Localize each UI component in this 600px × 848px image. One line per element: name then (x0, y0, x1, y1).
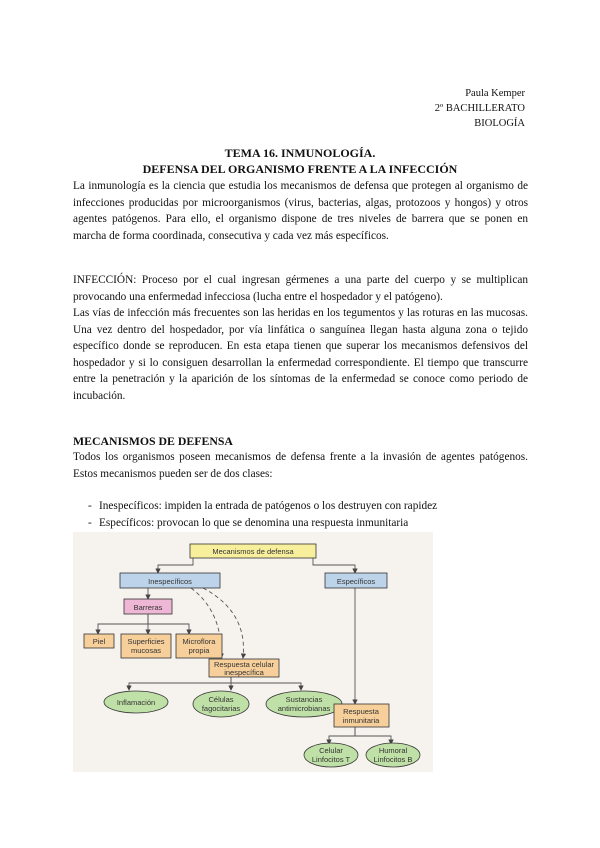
especificos-label: Específicos (336, 577, 376, 586)
list-item: - Específicos: provocan lo que se denomina una respuesta inmunitaria (88, 517, 409, 529)
author-name: Paula Kemper (465, 88, 525, 99)
sustancias-label-2: antimicrobianas (277, 704, 331, 713)
vias-paragraph: Las vías de infección más frecuentes son las heridas en los tegumentos y las roturas en las mucosas. Una vez dentro del hospedador, por vía linfática o sanguínea llegan hasta alguna zona o tejido específico donde se reproducen. En esta etapa tienen que superar los mecanismos defensivos del hospedador y si lo consiguen desarrollan la enfermedad correspondiente. El tiempo que transcurre entre la penetración y la aparición de los síntomas de la enfermedad se conoce como periodo de incubación. (73, 307, 528, 402)
piel-label: Piel (92, 637, 106, 646)
subject-label: BIOLOGÍA (474, 118, 525, 129)
connector-respuesta-humoral (355, 727, 391, 744)
document-header (435, 86, 525, 131)
intro-paragraph: La inmunología es la ciencia que estudia los mecanismos de defensa que protegen al organismo de infecciones producidas por microorganismos (virus, bacterias, algas, protozoos y hongos) y otros agentes patógenos. Para ello, el organismo dispone de tres niveles de barrera que se ponen en marcha de forma coordinada, consecutiva y cada vez más específicos. (73, 180, 528, 242)
section-paragraph: Todos los organismos poseen mecanismos de defensa frente a la invasión de agentes patógenos. Estos mecanismos pueden ser de dos clases: (73, 451, 528, 480)
connector-barreras-piel (98, 614, 148, 634)
course-label: 2º BACHILLERATO (434, 103, 525, 114)
mechanism-list (73, 498, 437, 532)
celular-label-2: Linfocitos T (311, 755, 351, 764)
superficies-label-2: mucosas (130, 646, 162, 655)
celulas-label-2: fagocitarias (201, 704, 241, 713)
root-label: Mecanismos de defensa (212, 547, 294, 556)
superficies-label-1: Superficies (127, 637, 165, 646)
microflora-label-1: Microflora (182, 637, 216, 646)
diagram-svg (73, 532, 433, 772)
connector-barreras-microflora (148, 624, 189, 634)
humoral-label-1: Humoral (378, 746, 408, 755)
inflamacion-label: Inflamación (116, 698, 156, 707)
section-title: MECANISMOS DE DEFENSA (73, 434, 233, 448)
defense-diagram (73, 532, 433, 772)
celular-label-1: Celular (319, 746, 343, 755)
humoral-label-2: Linfocitos B (373, 755, 413, 764)
celulas-label-1: Células (208, 695, 234, 704)
barreras-label: Barreras (133, 603, 163, 612)
sustancias-label-1: Sustancias (285, 695, 323, 704)
title-line-1: TEMA 16. INMUNOLOGÍA. (224, 146, 376, 160)
connector-root-especificos (313, 557, 355, 573)
respuesta-inmunitaria-label-2: inmunitaria (342, 716, 380, 725)
connector-root-inespecificos (158, 557, 193, 573)
connector-rc-sustancias (231, 683, 301, 690)
inespecificos-label: Inespecíficos (148, 577, 192, 586)
microflora-label-2: propia (188, 646, 210, 655)
connector-rc-inflamacion (129, 677, 231, 690)
respuesta-inmunitaria-label-1: Respuesta (343, 707, 379, 716)
title-line-2: DEFENSA DEL ORGANISMO FRENTE A LA INFECCIÓN (142, 162, 458, 176)
connector-respuesta-celular (329, 727, 355, 744)
list-item: - Inespecíficos: impiden la entrada de patógenos o los destruyen con rapidez (88, 500, 438, 512)
infeccion-paragraph: INFECCIÓN: Proceso por el cual ingresan gérmenes a una parte del cuerpo y se multiplican provocando una enfermedad infecciosa (lucha entre el hospedador y el patógeno). (73, 274, 528, 303)
respuesta-celular-label-2: inespecífica (224, 668, 264, 677)
respuesta-celular-label-1: Respuesta celular (213, 660, 275, 669)
